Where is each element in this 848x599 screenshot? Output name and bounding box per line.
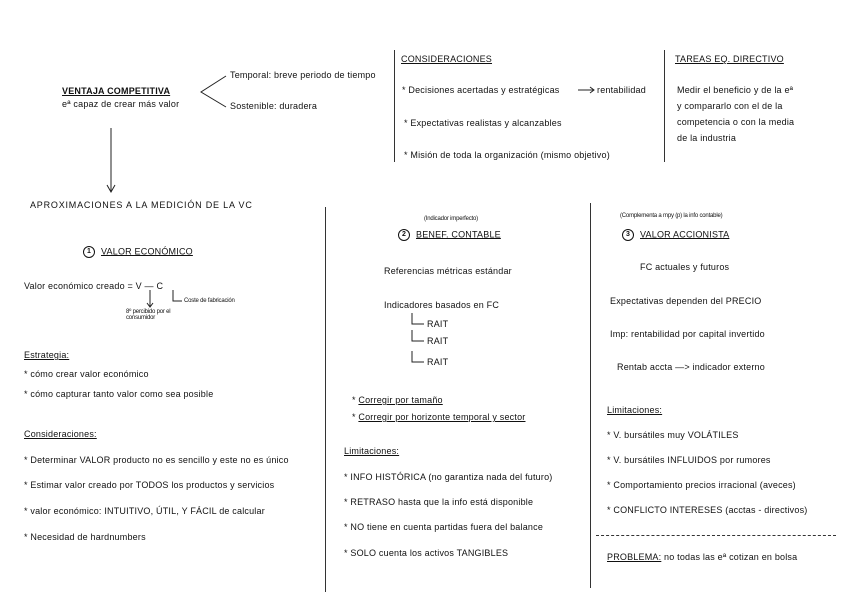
col3-item-3: Imp: rentabilidad por capital invertido: [610, 329, 765, 339]
col3-lim-heading: Limitaciones:: [607, 405, 663, 415]
col1-consid-2: * Estimar valor creado por TODOS los productos y servicios: [24, 480, 275, 490]
ventaja-title: VENTAJA COMPETITIVA: [62, 86, 171, 96]
tareas-line-3: competencia o con la media: [677, 117, 795, 127]
divider-top-2: [664, 50, 665, 162]
consideraciones-item-1: * Decisiones acertadas y estratégicas: [402, 85, 560, 95]
col1-estrategia-heading: Estrategia:: [24, 350, 70, 360]
col2-lim-4: * SOLO cuenta los activos TANGIBLES: [344, 548, 509, 558]
tareas-heading: TAREAS EQ. DIRECTIVO: [675, 54, 784, 64]
divider-top-1: [394, 50, 395, 162]
col1-heading-label: VALOR ECONÓMICO: [101, 246, 193, 257]
divider-col-1: [325, 207, 326, 592]
col1-estrategia-2: * cómo capturar tanto valor como sea posible: [24, 389, 214, 399]
col1-consid-1: * Determinar VALOR producto no es sencillo y este no es único: [24, 455, 289, 465]
col3-lim-1: * V. bursátiles muy VOLÁTILES: [607, 430, 739, 440]
ventaja-subtitle: eª capaz de crear más valor: [62, 99, 180, 109]
consideraciones-item-1-tail: rentabilidad: [597, 85, 646, 95]
col2-rait-2: RAIT: [427, 336, 449, 346]
col3-note: (Complementa a mpy (p) la info contable): [620, 213, 723, 219]
col3-heading-label: VALOR ACCIONISTA: [640, 229, 730, 240]
col2-corregir-2: * Corregir por horizonte temporal y sector: [352, 412, 526, 422]
number-2-badge: 2: [398, 229, 410, 241]
col2-rait-1: RAIT: [427, 319, 449, 329]
col1-percibido: 8º percibido por el consumidor: [126, 309, 171, 321]
col1-estrategia-1: * cómo crear valor económico: [24, 369, 149, 379]
col3-lim-4: * CONFLICTO INTERESES (acctas - directivos): [607, 505, 808, 515]
consideraciones-item-3: * Misión de toda la organización (mismo objetivo): [404, 150, 610, 160]
tareas-line-1: Medir el beneficio y de la eª: [677, 85, 794, 95]
tareas-line-2: y compararlo con el de la: [677, 101, 783, 111]
col3-heading: [622, 229, 729, 241]
col1-heading: [83, 246, 193, 258]
dashed-separator: [596, 535, 836, 536]
col1-consid-4: * Necesidad de hardnumbers: [24, 532, 146, 542]
col2-indicadores: Indicadores basados en FC: [384, 300, 500, 310]
col2-note: (Indicador imperfecto): [424, 216, 478, 222]
number-3-badge: 3: [622, 229, 634, 241]
col1-coste: Coste de fabricación: [184, 298, 235, 304]
consideraciones-item-2: * Expectativas realistas y alcanzables: [404, 118, 562, 128]
ventaja-sostenible: Sostenible: duradera: [230, 101, 318, 111]
col2-lim-1: * INFO HISTÓRICA (no garantiza nada del futuro): [344, 472, 553, 482]
col2-corregir-1: * Corregir por tamaño: [352, 395, 443, 405]
number-1-badge: 1: [83, 246, 95, 258]
col3-item-1: FC actuales y futuros: [640, 262, 730, 272]
col3-lim-3: * Comportamiento precios irracional (aveces): [607, 480, 796, 490]
col2-corregir-1-label: Corregir por tamaño: [358, 395, 443, 405]
tareas-line-4: de la industria: [677, 133, 737, 143]
col3-item-4: Rentab accta —> indicador externo: [617, 362, 765, 372]
col2-corregir-2-label: Corregir por horizonte temporal y sector: [358, 412, 526, 422]
col3-lim-2: * V. bursátiles INFLUIDOS por rumores: [607, 455, 771, 465]
col2-lim-3: * NO tiene en cuenta partidas fuera del balance: [344, 522, 544, 532]
col2-lim-heading: Limitaciones:: [344, 446, 400, 456]
col1-consid-heading: Consideraciones:: [24, 429, 97, 439]
col1-consid-3: * valor económico: INTUITIVO, ÚTIL, Y FÁCIL de calcular: [24, 506, 265, 516]
col2-ref: Referencias métricas estándar: [384, 266, 512, 276]
col3-item-2: Expectativas dependen del PRECIO: [610, 296, 762, 306]
col3-problema: [607, 552, 797, 563]
col3-problema-label: PROBLEMA:: [607, 552, 662, 562]
consideraciones-heading: CONSIDERACIONES: [401, 54, 493, 64]
col2-rait-3: RAIT: [427, 357, 449, 367]
col2-heading: [398, 229, 501, 241]
col2-heading-label: BENEF. CONTABLE: [416, 229, 501, 240]
divider-col-2: [590, 203, 591, 588]
aproximaciones-heading: APROXIMACIONES A LA MEDICIÓN DE LA VC: [30, 200, 253, 210]
col2-lim-2: * RETRASO hasta que la info está disponible: [344, 497, 534, 507]
ventaja-temporal: Temporal: breve periodo de tiempo: [230, 70, 376, 80]
col3-problema-text: no todas las eª cotizan en bolsa: [661, 552, 798, 562]
col1-formula: Valor económico creado = V — C: [24, 281, 164, 291]
